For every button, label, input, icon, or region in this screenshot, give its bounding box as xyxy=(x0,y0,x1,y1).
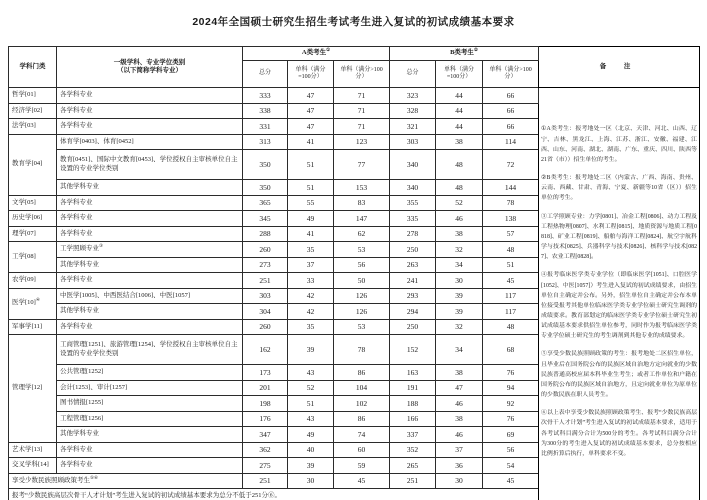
score-cell: 53 xyxy=(334,319,390,335)
score-cell: 153 xyxy=(334,180,390,196)
score-cell: 138 xyxy=(483,211,539,227)
score-cell: 38 xyxy=(436,226,483,242)
remark-note: ⑤享受少数民族照顾政策的考生：报考地处二区招生单位，且毕业后在国务院公布的民族区域自治地方定向就业的少数民族普通高校应届本科毕业生考生；或者工作单位和户籍在国务院公布的民族区域自治地方，且定向就业单位为原单位的少数民族在职人员考生。 xyxy=(541,351,698,399)
score-cell: 45 xyxy=(483,273,539,289)
header-subject xyxy=(57,47,243,88)
score-cell: 49 xyxy=(288,427,334,443)
score-cell: 66 xyxy=(483,88,539,104)
score-cell: 250 xyxy=(390,242,436,258)
score-cell: 352 xyxy=(390,442,436,458)
score-cell: 45 xyxy=(483,473,539,489)
subject-cell: 图书情报[1255] xyxy=(57,396,243,412)
score-cell: 126 xyxy=(334,288,390,304)
score-cell: 114 xyxy=(483,134,539,150)
header-group-a xyxy=(243,47,390,61)
page-title: 2024年全国硕士研究生招生考试考生进入复试的初试成绩基本要求 xyxy=(192,16,515,28)
score-cell: 57 xyxy=(483,226,539,242)
score-cell: 338 xyxy=(243,103,288,119)
subject-cell: 其他学科专业 xyxy=(57,257,243,273)
score-cell: 83 xyxy=(334,195,390,211)
score-cell: 56 xyxy=(483,442,539,458)
score-cell: 51 xyxy=(288,396,334,412)
score-cell: 53 xyxy=(334,242,390,258)
category-cell: 交叉学科[14] xyxy=(9,458,57,474)
score-cell: 35 xyxy=(288,319,334,335)
score-cell: 191 xyxy=(390,380,436,396)
score-cell: 76 xyxy=(483,365,539,381)
score-cell: 49 xyxy=(288,211,334,227)
subject-cell: 各学科专业 xyxy=(57,319,243,335)
score-cell: 76 xyxy=(483,411,539,427)
score-cell: 50 xyxy=(334,273,390,289)
score-cell: 152 xyxy=(390,335,436,365)
score-cell: 37 xyxy=(288,257,334,273)
score-cell: 38 xyxy=(436,411,483,427)
subject-cell: 体育学[0403]、体育[0452] xyxy=(57,134,243,150)
subject-cell: 公共管理[1252] xyxy=(57,365,243,381)
score-cell: 30 xyxy=(288,473,334,489)
remark-note: ①A类考生：报考地处一区（北京、天津、河北、山西、辽宁、吉林、黑龙江、上海、江苏、浙江、安徽、福建、江西、山东、河南、湖北、湖南、广东、重庆、四川、陕西等21省（市））招生单位的考生。 xyxy=(541,126,698,163)
category-cell: 法学[03] xyxy=(9,119,57,135)
score-cell: 345 xyxy=(243,211,288,227)
score-cell: 39 xyxy=(288,458,334,474)
subject-cell: 各学科专业 xyxy=(57,211,243,227)
score-cell: 39 xyxy=(436,304,483,320)
score-cell: 47 xyxy=(288,119,334,135)
score-cell: 62 xyxy=(334,226,390,242)
score-cell: 71 xyxy=(334,119,390,135)
score-cell: 78 xyxy=(483,195,539,211)
score-cell: 251 xyxy=(390,473,436,489)
score-cell: 34 xyxy=(436,257,483,273)
score-cell: 147 xyxy=(334,211,390,227)
score-cell: 288 xyxy=(243,226,288,242)
score-cell: 46 xyxy=(436,396,483,412)
score-cell: 48 xyxy=(436,150,483,180)
subject-cell: 其他学科专业 xyxy=(57,427,243,443)
score-cell: 275 xyxy=(243,458,288,474)
score-cell: 102 xyxy=(334,396,390,412)
score-cell: 86 xyxy=(334,365,390,381)
remark-note: ②B类考生：报考地处二区（内蒙古、广西、海南、贵州、云南、西藏、甘肃、青海、宁夏、新疆等10省（区））招生单位的考生。 xyxy=(541,175,698,202)
score-cell: 350 xyxy=(243,150,288,180)
header-category: 学科门类 xyxy=(9,47,57,88)
score-cell: 251 xyxy=(243,473,288,489)
score-cell: 71 xyxy=(334,103,390,119)
score-cell: 51 xyxy=(483,257,539,273)
score-cell: 43 xyxy=(288,365,334,381)
subject-cell: 会计[1253]、审计[1257] xyxy=(57,380,243,396)
score-cell: 176 xyxy=(243,411,288,427)
score-cell: 46 xyxy=(436,427,483,443)
category-cell: 医学[10]④ xyxy=(9,288,57,319)
score-cell: 41 xyxy=(288,134,334,150)
subject-cell: 其他学科专业 xyxy=(57,180,243,196)
remark-note: ③工学照顾专业：力学[0801]、冶金工程[0806]、动力工程及工程热物理[0807]、水利工程[0815]、地质资源与地质工程[0818]、矿业工程[0819]、船舶与海洋工程[0824]、航空宇航科学与技术[0825]、兵器科学与技术[0826]、核科学与技术[0827]、农业工程[0828]。 xyxy=(541,213,698,261)
header-a-single-eq100: 单科（满分=100分） xyxy=(288,61,334,88)
category-cell: 教育学[04] xyxy=(9,134,57,195)
score-cell: 273 xyxy=(243,257,288,273)
category-cell: 哲学[01] xyxy=(9,88,57,104)
table-row xyxy=(9,88,700,104)
score-cell: 55 xyxy=(288,195,334,211)
score-cell: 201 xyxy=(243,380,288,396)
subject-cell: 各学科专业 xyxy=(57,195,243,211)
score-cell: 47 xyxy=(288,103,334,119)
remark-note: ④报考临床医学类专业学位（即临床医学[1051]、口腔医学[1052]、中医[1057]）考生进入复试的初试成绩要求，由招生单位自主确定并公布。另外，招生单位自主确定并公布本单位接受报考其他单位临床医学类专业学位硕士研究生调剂的成绩要求。教育部划定的临床医学类专业学位硕士研究生初试成绩基本要求供招生单位参考，同时作为报考临床医学类专业学位硕士研究生的考生调剂到其他专业的成绩要求。 xyxy=(541,272,698,340)
score-cell: 39 xyxy=(436,288,483,304)
score-cell: 71 xyxy=(334,88,390,104)
score-cell: 30 xyxy=(436,273,483,289)
subject-cell: 各学科专业 xyxy=(57,88,243,104)
category-cell: 文学[05] xyxy=(9,195,57,211)
score-cell: 44 xyxy=(436,119,483,135)
score-cell: 198 xyxy=(243,396,288,412)
remarks-cell xyxy=(539,88,700,500)
score-cell: 69 xyxy=(483,427,539,443)
group-a-label: A类考生 xyxy=(301,49,327,57)
subject-cell: 各学科专业 xyxy=(57,273,243,289)
category-cell: 工学[08] xyxy=(9,242,57,273)
remark-note: ⑥以上表中享受少数民族照顾政策考生、报考“少数民族高层次骨干人才计划”考生进入复试的初试成绩基本要求，适用于各考试科目满分合计为500分的考生。各考试科目满分合计为300分的考生进入复试的初试成绩基本要求，总分按相应比例折算后执行，单科要求不变。 xyxy=(541,410,698,457)
header-b-single-eq100: 单科（满分=100分） xyxy=(436,61,483,88)
score-cell: 66 xyxy=(483,119,539,135)
score-cell: 48 xyxy=(436,180,483,196)
score-cell: 293 xyxy=(390,288,436,304)
table-header xyxy=(9,47,700,88)
header-subject-line2: （以下简称学科专业） xyxy=(117,67,182,74)
score-cell: 47 xyxy=(288,88,334,104)
header-group-b xyxy=(390,47,539,61)
score-cell: 48 xyxy=(483,242,539,258)
score-cell: 44 xyxy=(436,88,483,104)
score-cell: 166 xyxy=(390,411,436,427)
score-cell: 38 xyxy=(436,365,483,381)
score-cell: 304 xyxy=(243,304,288,320)
header-b-total: 总分 xyxy=(390,61,436,88)
score-cell: 38 xyxy=(436,134,483,150)
score-cell: 45 xyxy=(334,473,390,489)
score-cell: 123 xyxy=(334,134,390,150)
score-cell: 365 xyxy=(243,195,288,211)
score-cell: 94 xyxy=(483,380,539,396)
score-cell: 32 xyxy=(436,242,483,258)
score-cell: 126 xyxy=(334,304,390,320)
group-b-sup: ② xyxy=(473,47,478,53)
score-cell: 263 xyxy=(390,257,436,273)
category-cell: 艺术学[13] xyxy=(9,442,57,458)
minority-policy-label: 享受少数民族照顾政策考生⑤⑥ xyxy=(9,473,243,489)
score-cell: 35 xyxy=(288,242,334,258)
score-cell: 56 xyxy=(334,257,390,273)
score-cell: 323 xyxy=(390,88,436,104)
score-cell: 60 xyxy=(334,442,390,458)
category-cell: 理学[07] xyxy=(9,226,57,242)
header-b-single-gt100: 单科（满分>100分） xyxy=(483,61,539,88)
subject-cell: 中医学[1005]、中西医结合[1006]、中医[1057] xyxy=(57,288,243,304)
score-cell: 331 xyxy=(243,119,288,135)
score-cell: 74 xyxy=(334,427,390,443)
score-cell: 260 xyxy=(243,319,288,335)
score-cell: 42 xyxy=(288,304,334,320)
score-cell: 355 xyxy=(390,195,436,211)
score-cell: 54 xyxy=(483,458,539,474)
group-a-sup: ① xyxy=(326,47,331,53)
score-cell: 250 xyxy=(390,319,436,335)
score-cell: 52 xyxy=(436,195,483,211)
score-cell: 294 xyxy=(390,304,436,320)
score-cell: 337 xyxy=(390,427,436,443)
score-cell: 104 xyxy=(334,380,390,396)
subject-cell: 工学照顾专业③ xyxy=(57,242,243,258)
subject-cell: 工商管理[1251]、旅游管理[1254]、学位授权自主审核单位自主设置的专业学位类别 xyxy=(57,335,243,365)
score-cell: 51 xyxy=(288,180,334,196)
subject-cell: 各学科专业 xyxy=(57,119,243,135)
score-cell: 303 xyxy=(243,288,288,304)
score-cell: 260 xyxy=(243,242,288,258)
score-cell: 303 xyxy=(390,134,436,150)
subject-cell: 教育[0451]、国际中文教育[0453]、学位授权自主审核单位自主设置的专业学位类别 xyxy=(57,150,243,180)
table-body xyxy=(9,88,700,500)
score-cell: 40 xyxy=(288,442,334,458)
score-cell: 48 xyxy=(483,319,539,335)
score-cell: 251 xyxy=(243,273,288,289)
score-cell: 347 xyxy=(243,427,288,443)
score-cell: 328 xyxy=(390,103,436,119)
subject-cell: 各学科专业 xyxy=(57,442,243,458)
score-cell: 44 xyxy=(436,103,483,119)
subject-cell: 其他学科专业 xyxy=(57,304,243,320)
category-cell: 农学[09] xyxy=(9,273,57,289)
score-cell: 36 xyxy=(436,458,483,474)
score-cell: 39 xyxy=(288,335,334,365)
remarks-notes xyxy=(541,124,697,459)
score-cell: 52 xyxy=(288,380,334,396)
score-cell: 335 xyxy=(390,211,436,227)
score-cell: 42 xyxy=(288,288,334,304)
score-cell: 241 xyxy=(390,273,436,289)
score-cell: 144 xyxy=(483,180,539,196)
header-subject-line1: 一级学科、专业学位类别 xyxy=(113,58,186,66)
score-cell: 43 xyxy=(288,411,334,427)
header-remarks: 备 注 xyxy=(539,47,700,88)
score-cell: 278 xyxy=(390,226,436,242)
score-cell: 162 xyxy=(243,335,288,365)
score-cell: 117 xyxy=(483,304,539,320)
score-cell: 92 xyxy=(483,396,539,412)
score-cell: 46 xyxy=(436,211,483,227)
category-cell: 经济学[02] xyxy=(9,103,57,119)
category-cell: 军事学[11] xyxy=(9,319,57,335)
score-cell: 362 xyxy=(243,442,288,458)
score-cell: 333 xyxy=(243,88,288,104)
score-cell: 37 xyxy=(436,442,483,458)
score-cell: 30 xyxy=(436,473,483,489)
subject-cell: 各学科专业 xyxy=(57,458,243,474)
category-cell: 管理学[12] xyxy=(9,335,57,443)
score-cell: 59 xyxy=(334,458,390,474)
score-cell: 321 xyxy=(390,119,436,135)
subject-cell: 工程管理[1256] xyxy=(57,411,243,427)
score-cell: 163 xyxy=(390,365,436,381)
score-cell: 340 xyxy=(390,180,436,196)
score-cell: 265 xyxy=(390,458,436,474)
score-cell: 350 xyxy=(243,180,288,196)
score-cell: 86 xyxy=(334,411,390,427)
score-cell: 32 xyxy=(436,319,483,335)
score-cell: 72 xyxy=(483,150,539,180)
subject-cell: 各学科专业 xyxy=(57,103,243,119)
group-b-label: B类考生 xyxy=(450,49,474,57)
score-cell: 34 xyxy=(436,335,483,365)
score-cell: 47 xyxy=(436,380,483,396)
score-cell: 33 xyxy=(288,273,334,289)
header-a-single-gt100: 单科（满分>100分） xyxy=(334,61,390,88)
score-cell: 173 xyxy=(243,365,288,381)
score-cell: 117 xyxy=(483,288,539,304)
header-a-total: 总分 xyxy=(243,61,288,88)
score-cell: 66 xyxy=(483,103,539,119)
footer-note: 报考“少数民族高层次骨干人才计划”考生进入复试的初试成绩基本要求为总分不低于251分⑥。 xyxy=(9,489,539,500)
score-cell: 188 xyxy=(390,396,436,412)
score-cell: 340 xyxy=(390,150,436,180)
score-cell: 78 xyxy=(334,335,390,365)
score-cell: 77 xyxy=(334,150,390,180)
score-cell: 51 xyxy=(288,150,334,180)
subject-cell: 各学科专业 xyxy=(57,226,243,242)
category-cell: 历史学[06] xyxy=(9,211,57,227)
score-table xyxy=(8,46,700,500)
score-cell: 41 xyxy=(288,226,334,242)
score-cell: 313 xyxy=(243,134,288,150)
score-cell: 68 xyxy=(483,335,539,365)
